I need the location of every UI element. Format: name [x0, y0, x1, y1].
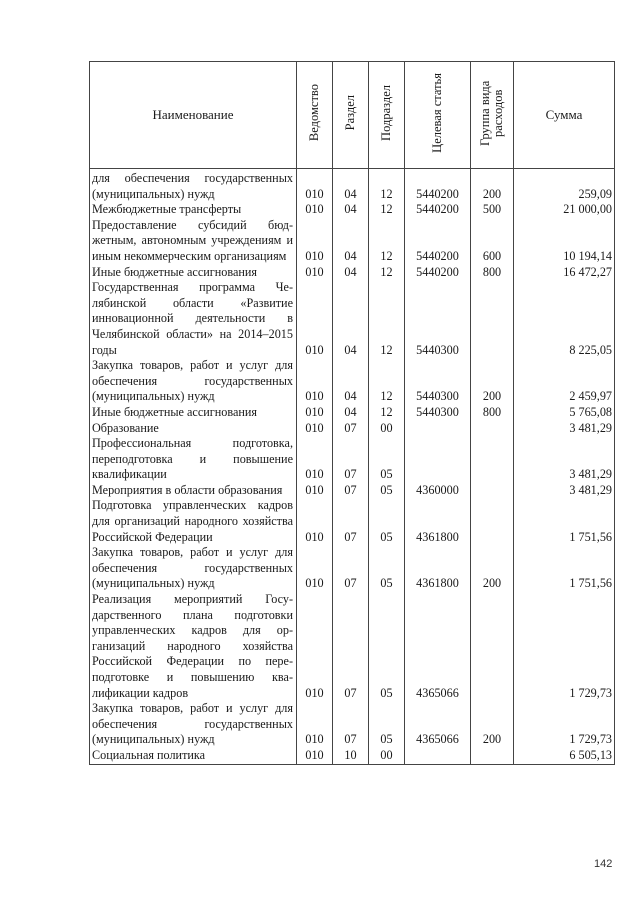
cell-summa: 2 459,97 — [514, 358, 615, 405]
cell-razdel: 07 — [333, 421, 369, 437]
cell-vedomstvo: 010 — [297, 280, 333, 358]
cell-celevaya-statya — [405, 436, 471, 483]
cell-podrazdel: 12 — [369, 280, 405, 358]
cell-gruppa — [471, 421, 514, 437]
cell-summa: 8 225,05 — [514, 280, 615, 358]
cell-gruppa: 200 — [471, 358, 514, 405]
cell-vedomstvo: 010 — [297, 169, 333, 203]
cell-celevaya-statya: 5440300 — [405, 358, 471, 405]
cell-gruppa — [471, 748, 514, 764]
cell-name: Социальная политика — [90, 748, 297, 764]
cell-summa: 10 194,14 — [514, 218, 615, 265]
cell-summa: 21 000,00 — [514, 202, 615, 218]
header-summa — [514, 62, 615, 169]
cell-summa: 1 751,56 — [514, 545, 615, 592]
cell-celevaya-statya: 5440200 — [405, 169, 471, 203]
table-body — [90, 169, 615, 765]
cell-summa: 1 751,56 — [514, 498, 615, 545]
cell-razdel: 07 — [333, 483, 369, 499]
cell-podrazdel: 05 — [369, 701, 405, 748]
header-razdel — [333, 62, 369, 169]
cell-gruppa — [471, 280, 514, 358]
cell-summa: 259,09 — [514, 169, 615, 203]
cell-summa: 3 481,29 — [514, 436, 615, 483]
table-row — [90, 748, 615, 764]
table-row — [90, 218, 615, 265]
cell-podrazdel: 05 — [369, 545, 405, 592]
cell-name: Закупка товаров, работ и услуг для обеспечения государственных (муниципальных) нужд — [90, 545, 297, 592]
table-header — [90, 62, 615, 169]
cell-name: Реализация мероприятий Государственного плана подготовки управленческих кадров для организаций народного хозяйства Российской Федерации по переподготовке и повышению квалификации кадров — [90, 592, 297, 701]
cell-name: Мероприятия в области образования — [90, 483, 297, 499]
cell-celevaya-statya: 4365066 — [405, 592, 471, 701]
header-vedomstvo-label: Ведомство — [307, 84, 321, 142]
cell-podrazdel: 05 — [369, 498, 405, 545]
cell-podrazdel: 12 — [369, 218, 405, 265]
cell-gruppa — [471, 592, 514, 701]
cell-podrazdel: 05 — [369, 483, 405, 499]
cell-razdel: 04 — [333, 280, 369, 358]
cell-razdel: 07 — [333, 592, 369, 701]
cell-name: Иные бюджетные ассигнования — [90, 405, 297, 421]
page-number: 142 — [594, 858, 613, 870]
cell-celevaya-statya: 4361800 — [405, 498, 471, 545]
cell-vedomstvo: 010 — [297, 701, 333, 748]
table-row — [90, 358, 615, 405]
cell-summa: 3 481,29 — [514, 421, 615, 437]
cell-podrazdel: 12 — [369, 169, 405, 203]
budget-table — [89, 61, 615, 765]
cell-podrazdel: 00 — [369, 748, 405, 764]
cell-vedomstvo: 010 — [297, 218, 333, 265]
cell-name: Закупка товаров, работ и услуг для обеспечения государственных (муниципальных) нужд — [90, 358, 297, 405]
header-podrazdel-label: Подраздел — [379, 84, 393, 141]
cell-summa: 5 765,08 — [514, 405, 615, 421]
cell-razdel: 04 — [333, 202, 369, 218]
cell-razdel: 04 — [333, 218, 369, 265]
cell-celevaya-statya: 5440200 — [405, 265, 471, 281]
cell-vedomstvo: 010 — [297, 405, 333, 421]
header-celevaya-statya — [405, 62, 471, 169]
header-podrazdel — [369, 62, 405, 169]
cell-vedomstvo: 010 — [297, 483, 333, 499]
cell-name: Подготовка управленческих кадров для организаций народного хозяйства Российской Федерации — [90, 498, 297, 545]
header-gruppa-label: Группа вида расходов — [478, 80, 505, 146]
cell-vedomstvo: 010 — [297, 265, 333, 281]
cell-podrazdel: 12 — [369, 202, 405, 218]
table-row — [90, 498, 615, 545]
cell-razdel: 04 — [333, 265, 369, 281]
header-celevaya-statya-label: Целевая статья — [430, 72, 444, 153]
cell-gruppa — [471, 483, 514, 499]
cell-gruppa: 800 — [471, 405, 514, 421]
header-name — [90, 62, 297, 169]
cell-razdel: 04 — [333, 169, 369, 203]
cell-name: Межбюджетные трансферты — [90, 202, 297, 218]
cell-name: Государственная программа Челябинской области «Развитие инновационной деятельности в Челябинской области» на 2014–2015 годы — [90, 280, 297, 358]
cell-podrazdel: 12 — [369, 405, 405, 421]
cell-summa: 1 729,73 — [514, 592, 615, 701]
cell-vedomstvo: 010 — [297, 498, 333, 545]
header-razdel-label: Раздел — [343, 95, 357, 131]
cell-vedomstvo: 010 — [297, 202, 333, 218]
cell-celevaya-statya: 5440300 — [405, 280, 471, 358]
cell-name: для обеспечения государственных (муниципальных) нужд — [90, 169, 297, 203]
table-row — [90, 436, 615, 483]
table-row — [90, 592, 615, 701]
cell-name: Иные бюджетные ассигнования — [90, 265, 297, 281]
cell-summa: 3 481,29 — [514, 483, 615, 499]
cell-vedomstvo: 010 — [297, 436, 333, 483]
cell-celevaya-statya: 5440200 — [405, 202, 471, 218]
table-row — [90, 421, 615, 437]
cell-celevaya-statya: 4361800 — [405, 545, 471, 592]
cell-name: Предоставление субсидий бюджетным, автономным учреждениям и иным некоммерческим организациям — [90, 218, 297, 265]
cell-celevaya-statya: 4360000 — [405, 483, 471, 499]
cell-gruppa — [471, 436, 514, 483]
cell-gruppa — [471, 498, 514, 545]
cell-razdel: 07 — [333, 701, 369, 748]
header-vedomstvo — [297, 62, 333, 169]
cell-vedomstvo: 010 — [297, 545, 333, 592]
cell-gruppa: 600 — [471, 218, 514, 265]
cell-podrazdel: 12 — [369, 265, 405, 281]
cell-razdel: 04 — [333, 358, 369, 405]
header-name-label: Наименование — [152, 107, 234, 123]
header-gruppa-vida-rashodov — [471, 62, 514, 169]
cell-razdel: 07 — [333, 545, 369, 592]
cell-podrazdel: 05 — [369, 436, 405, 483]
cell-celevaya-statya — [405, 421, 471, 437]
cell-name: Образование — [90, 421, 297, 437]
cell-celevaya-statya — [405, 748, 471, 764]
cell-summa: 1 729,73 — [514, 701, 615, 748]
table-row — [90, 405, 615, 421]
cell-celevaya-statya: 4365066 — [405, 701, 471, 748]
cell-summa: 16 472,27 — [514, 265, 615, 281]
cell-name: Профессиональная подготовка, переподготовка и повышение квалификации — [90, 436, 297, 483]
cell-razdel: 07 — [333, 498, 369, 545]
cell-razdel: 04 — [333, 405, 369, 421]
cell-vedomstvo: 010 — [297, 592, 333, 701]
header-summa-label: Сумма — [545, 107, 583, 123]
cell-celevaya-statya: 5440300 — [405, 405, 471, 421]
table-row — [90, 701, 615, 748]
cell-gruppa: 200 — [471, 545, 514, 592]
cell-podrazdel: 00 — [369, 421, 405, 437]
cell-gruppa: 800 — [471, 265, 514, 281]
table-row — [90, 202, 615, 218]
cell-vedomstvo: 010 — [297, 748, 333, 764]
table-row — [90, 169, 615, 203]
table-row — [90, 545, 615, 592]
cell-vedomstvo: 010 — [297, 358, 333, 405]
cell-gruppa: 200 — [471, 701, 514, 748]
cell-gruppa: 200 — [471, 169, 514, 203]
cell-name: Закупка товаров, работ и услуг для обеспечения государственных (муниципальных) нужд — [90, 701, 297, 748]
cell-podrazdel: 12 — [369, 358, 405, 405]
cell-gruppa: 500 — [471, 202, 514, 218]
table-row — [90, 265, 615, 281]
cell-podrazdel: 05 — [369, 592, 405, 701]
table-row — [90, 483, 615, 499]
cell-summa: 6 505,13 — [514, 748, 615, 764]
cell-razdel: 07 — [333, 436, 369, 483]
table-row — [90, 280, 615, 358]
cell-razdel: 10 — [333, 748, 369, 764]
cell-vedomstvo: 010 — [297, 421, 333, 437]
cell-celevaya-statya: 5440200 — [405, 218, 471, 265]
